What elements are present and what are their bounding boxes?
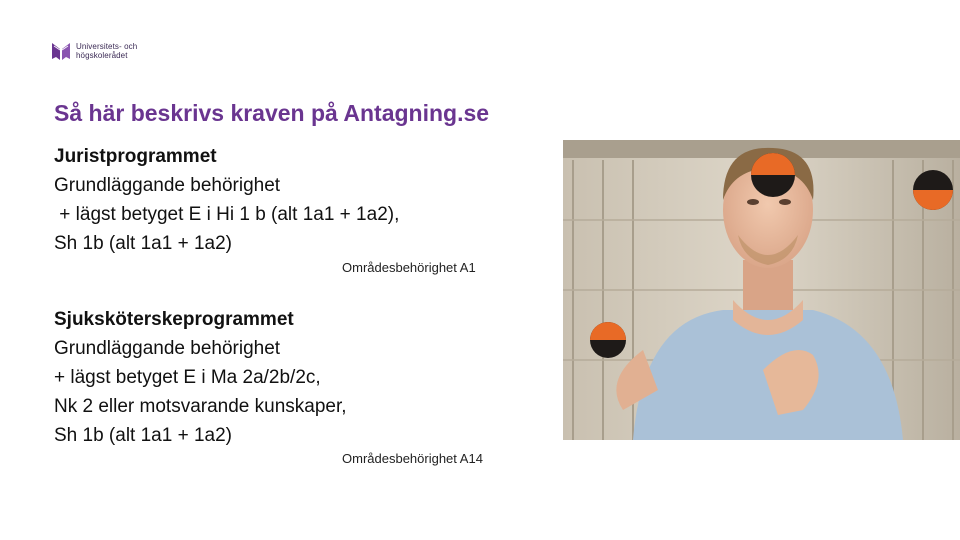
requirement-line: Grundläggande behörighet bbox=[54, 338, 281, 359]
area-eligibility-note: Områdesbehörighet A14 bbox=[342, 451, 483, 466]
program-name: Sjuksköterskeprogrammet bbox=[54, 309, 294, 330]
requirement-line: + lägst betyget E i Hi 1 b (alt 1a1 + 1a2), bbox=[54, 204, 400, 225]
program-name: Juristprogrammet bbox=[54, 146, 217, 167]
logo-line-1: Universitets- och bbox=[76, 42, 138, 51]
requirement-line: Sh 1b (alt 1a1 + 1a2) bbox=[54, 425, 232, 446]
requirement-line: + lägst betyget E i Ma 2a/2b/2c, bbox=[54, 367, 321, 388]
program-block-nursing bbox=[54, 305, 347, 450]
uhr-logo-icon bbox=[50, 40, 72, 62]
requirement-line: Nk 2 eller motsvarande kunskaper, bbox=[54, 396, 347, 417]
logo-text bbox=[76, 42, 137, 60]
uhr-logo bbox=[50, 40, 137, 62]
slide-title: Så här beskrivs kraven på Antagning.se bbox=[54, 100, 490, 126]
juggler-photo bbox=[563, 140, 960, 440]
logo-line-2: högskolerådet bbox=[76, 51, 128, 60]
juggler-photo-illustration bbox=[563, 140, 960, 440]
requirement-line: Sh 1b (alt 1a1 + 1a2) bbox=[54, 233, 232, 254]
requirement-line: Grundläggande behörighet bbox=[54, 175, 281, 196]
program-block-jurist bbox=[54, 142, 399, 258]
area-eligibility-note: Områdesbehörighet A1 bbox=[342, 260, 476, 275]
